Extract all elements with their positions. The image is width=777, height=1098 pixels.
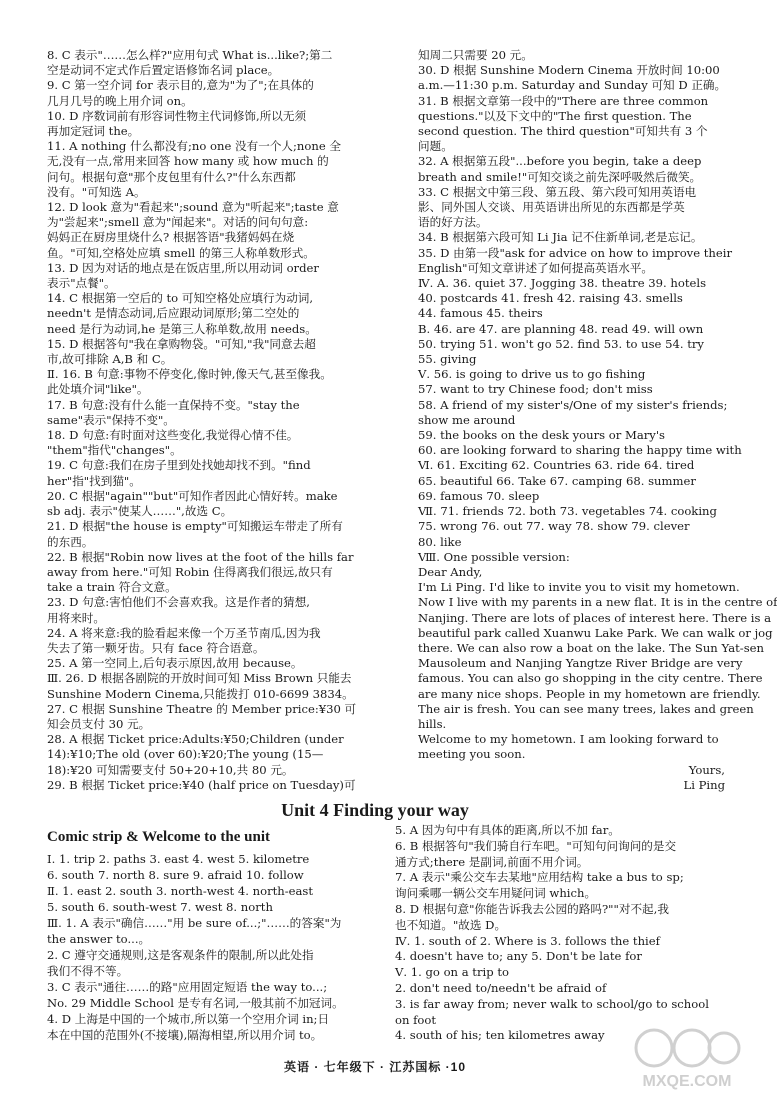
answer-line: 6. south 7. north 8. sure 9. afraid 10. follow — [47, 868, 304, 882]
answer-line: 2. don't need to/needn't be afraid of — [395, 980, 607, 995]
answer-line: the answer to...。 — [47, 932, 151, 946]
answer-line: 14):¥10;The old (over 60):¥20;The young (15— — [47, 747, 324, 762]
answer-line: her"指"找到猫"。 — [47, 473, 141, 488]
answer-line: 用将来时。 — [47, 610, 105, 625]
answer-line: 7. A 表示"乘公交车去某地"应用结构 take a bus to sp; — [395, 870, 684, 885]
answer-line: take a train 符合文意。 — [47, 580, 177, 595]
answer-line: 57. want to try Chinese food; don't miss — [418, 382, 653, 397]
answer-line: a.m.—11:30 p.m. Saturday and Sunday 可知 D 正确。 — [418, 78, 727, 93]
answer-line: 9. C 第一空介词 for 表示目的,意为"为了";在具体的 — [47, 78, 314, 93]
answer-line: 10. D 序数词前有形容词性物主代词修饰,所以无须 — [47, 108, 307, 123]
answer-line: 24. A 将来意:我的脸看起来像一个万圣节南瓜,因为我 — [47, 625, 321, 640]
answer-line: Dear Andy, — [418, 564, 483, 579]
answer-line: 11. A nothing 什么都没有;no one 没有一个人;none 全 — [47, 139, 341, 154]
answer-line: 21. D 根据"the house is empty"可知搬运车带走了所有 — [47, 519, 343, 534]
answer-line: 为"尝起来";smell 意为"闻起来"。对话的问句句意: — [47, 215, 309, 230]
answer-line: 14. C 根据第一空后的 to 可知空格处应填行为动词, — [47, 291, 314, 306]
answer-line: 此处填介词"like"。 — [47, 382, 149, 397]
answer-line: Ⅱ. 16. B 句意:事物不停变化,像时钟,像天气,甚至像我。 — [47, 367, 332, 382]
answer-line: 59. the books on the desk yours or Mary's — [418, 428, 665, 443]
answer-line: 影、同外国人交谈、用英语讲出所见的东西都是学英 — [418, 200, 685, 215]
answer-line: beautiful park called Xuanwu Lake Park. We can walk or jog — [418, 625, 773, 640]
answer-line: Sunshine Modern Cinema,只能拨打 010-6699 3834。 — [47, 686, 354, 701]
answer-line: sb adj. 表示"使某人……",故选 C。 — [47, 504, 233, 519]
answer-line: 15. D 根据答句"我在拿购物袋。"可知,"我"同意去超 — [47, 336, 316, 351]
answer-line: 17. B 句意:没有什么能一直保持不变。"stay the — [47, 397, 300, 412]
answer-line: 28. A 根据 Ticket price:Adults:¥50;Children (under — [47, 732, 344, 747]
answer-line: 80. like — [418, 534, 462, 549]
left-column — [47, 48, 382, 793]
answer-line: 妈妈正在厨房里烧什么? 根据答语"我猪妈妈在烧 — [47, 230, 295, 245]
answer-line: Ⅳ. A. 36. quiet 37. Jogging 38. theatre 39. hotels — [418, 276, 707, 291]
answer-line: 20. C 根据"again""but"可知作者因此心情好转。make — [47, 488, 338, 503]
answer-line: 58. A friend of my sister's/One of my sister's friends; — [418, 397, 728, 412]
answer-line: 60. are looking forward to sharing the happy time with — [418, 443, 742, 458]
answer-line: 鱼。"可知,空格处应填 smell 的第三人称单数形式。 — [47, 245, 315, 260]
answer-line: Ⅱ. 1. east 2. south 3. north-west 4. north-east — [47, 884, 314, 898]
answer-line: Ⅴ. 56. is going to drive us to go fishing — [418, 367, 646, 382]
answer-line: 27. C 根据 Sunshine Theatre 的 Member price:¥30 可 — [47, 701, 357, 716]
watermark-logo — [632, 1022, 742, 1092]
answer-line: 65. beautiful 66. Take 67. camping 68. summer — [418, 473, 696, 488]
answer-line: Yours, — [688, 762, 725, 777]
answer-line: 问句。根据句意"那个皮包里有什么?"什么东西都 — [47, 169, 296, 184]
answer-line: 2. C 遵守交通规则,这是客观条件的限制,所以此处指 — [47, 948, 314, 962]
answer-line: Mausoleum and Nanjing Yangtze River Bridge are very — [418, 656, 743, 671]
answer-line: 31. B 根据文章第一段中的"There are three common — [418, 93, 709, 108]
section-title: Comic strip & Welcome to the unit — [47, 829, 271, 845]
answer-line: 问题。 — [418, 139, 453, 154]
answer-line: 我们不得不等。 — [47, 964, 129, 978]
answer-line: Now I live with my parents in a new flat. It is in the centre of — [418, 595, 777, 610]
answer-line: B. 46. are 47. are planning 48. read 49. will own — [418, 321, 704, 336]
answer-line: 33. C 根据文中第三段、第五段、第六段可知用英语电 — [418, 184, 697, 199]
answer-line: 知周二只需要 20 元。 — [418, 48, 533, 62]
answer-line: second question. The third question"可知共有 3 个 — [418, 124, 708, 139]
answer-line: 失去了第一颗牙齿。只有 face 符合语意。 — [47, 640, 265, 655]
answer-line: 也不知道。"故选 D。 — [395, 917, 507, 932]
answer-line: 13. D 因为对话的地点是在饭店里,所以用动词 order — [47, 260, 319, 275]
answer-line: 询问乘哪一辆公交车用疑问词 which。 — [395, 886, 597, 901]
answer-line: 55. giving — [418, 352, 477, 367]
answer-line: 没有。"可知选 A。 — [47, 184, 146, 199]
section-comic-strip — [47, 829, 382, 850]
answer-line: 市,故可排除 A,B 和 C。 — [47, 352, 173, 367]
answer-line: I'm Li Ping. I'd like to invite you to visit my hometown. — [418, 580, 740, 595]
answer-line: on foot — [395, 1012, 437, 1027]
answer-line: 23. D 句意:害怕他们不会喜欢我。这是作者的猜想, — [47, 595, 310, 610]
answer-line: 12. D look 意为"看起来";sound 意为"听起来";taste 意 — [47, 200, 339, 215]
answer-line: 30. D 根据 Sunshine Modern Cinema 开放时间 10:00 — [418, 63, 720, 78]
answer-line: needn't 是情态动词,后应跟动词原形;第二空处的 — [47, 306, 300, 321]
right-column — [418, 48, 777, 793]
answer-line: 语的好方法。 — [418, 215, 488, 230]
answer-line: 的东西。 — [47, 534, 94, 549]
answer-line: Ⅳ. 1. south of 2. Where is 3. follows the thief — [395, 933, 660, 948]
unit-title: Unit 4 Finding your way — [281, 800, 469, 820]
answer-line: "them"指代"changes"。 — [47, 443, 182, 458]
answer-line: Welcome to my hometown. I am looking forward to — [418, 732, 719, 747]
answer-line: English"可知文章讲述了如何提高英语水平。 — [418, 260, 654, 275]
answer-line: The air is fresh. You can see many trees, lakes and green — [418, 701, 754, 716]
answer-line: hills. — [418, 716, 447, 731]
answer-line: 表示"点餐"。 — [47, 276, 116, 291]
answer-line: 3. is far away from; never walk to school/go to school — [395, 996, 709, 1011]
bottom-right-column — [395, 823, 725, 1044]
answer-line: 22. B 根据"Robin now lives at the foot of the hills far — [47, 549, 354, 564]
answer-line: 几月几号的晚上用介词 on。 — [47, 93, 193, 108]
answer-line: 29. B 根据 Ticket price:¥40 (half price on Tuesday)可 — [47, 777, 356, 792]
answer-line: 32. A 根据第五段"...before you begin, take a deep — [418, 154, 702, 169]
answer-line: 3. C 表示"通往……的路"应用固定短语 the way to...; — [47, 980, 328, 994]
answer-line: 50. trying 51. won't go 52. find 53. to use 54. try — [418, 336, 704, 351]
answer-line: 35. D 由第一段"ask for advice on how to improve their — [418, 245, 733, 260]
answer-line: 通方式;there 是副词,前面不用介词。 — [395, 854, 589, 869]
answer-line: 25. A 第一空同上,后句表示原因,故用 because。 — [47, 656, 303, 671]
answer-line: 19. C 句意:我们在房子里到处找她却找不到。"find — [47, 458, 311, 473]
answer-line: away from here."可知 Robin 住得离我们很远,故只有 — [47, 564, 333, 579]
answer-line: 75. wrong 76. out 77. way 78. show 79. clever — [418, 519, 690, 534]
answer-line: Li Ping — [683, 777, 725, 792]
answer-line: 本在中国的范围外(不接壤),隔海相望,所以用介词 to。 — [47, 1028, 323, 1042]
answer-line: Ⅲ. 1. A 表示"确信……"用 be sure of...;"……的答案"为 — [47, 916, 342, 930]
answer-line: famous. You can also go shopping in the city centre. There — [418, 671, 763, 686]
answer-line: 5. south 6. south-west 7. west 8. north — [47, 900, 273, 914]
answer-line: Nanjing. There are lots of places of interest here. There is a — [418, 610, 772, 625]
answer-line: 空是动词不定式作后置定语修饰名词 place。 — [47, 63, 280, 78]
answer-line: Ⅵ. 61. Exciting 62. Countries 63. ride 64. tired — [418, 458, 695, 473]
watermark-text: MXQE.COM — [642, 1073, 732, 1090]
answer-line: 4. D 上海是中国的一个城市,所以第一个空用介词 in;日 — [47, 1012, 330, 1026]
answer-line: No. 29 Middle School 是专有名词,一般其前不加冠词。 — [47, 996, 344, 1010]
answer-line: 18. D 句意:有时面对这些变化,我觉得心情不佳。 — [47, 428, 299, 443]
bottom-left-column — [47, 851, 382, 1043]
answer-line: 无,没有一点,常用来回答 how many 或 how much 的 — [47, 154, 329, 169]
answer-line: Ⅴ. 1. go on a trip to — [395, 965, 509, 980]
answer-line: 再加定冠词 the。 — [47, 124, 140, 139]
answer-line: 4. doesn't have to; any 5. Don't be late for — [395, 949, 642, 964]
answer-line: show me around — [418, 412, 516, 427]
answer-line: 知会员支付 30 元。 — [47, 716, 151, 731]
answer-line: 44. famous 45. theirs — [418, 306, 543, 321]
answer-line: Ⅷ. One possible version: — [418, 549, 570, 564]
answer-line: 5. A 因为句中有具体的距离,所以不加 far。 — [395, 823, 620, 837]
answer-line: breath and smile!"可知交谈之前先深呼吸然后微笑。 — [418, 169, 702, 184]
answer-line: 8. C 表示"……怎么样?"应用句式 What is...like?;第二 — [47, 48, 333, 62]
answer-line: Ⅲ. 26. D 根据各剧院的开放时间可知 Miss Brown 只能去 — [47, 671, 352, 686]
answer-line: need 是行为动词,he 是第三人称单数,故用 needs。 — [47, 321, 317, 336]
answer-line: 69. famous 70. sleep — [418, 488, 540, 503]
answer-line: 4. south of his; ten kilometres away — [395, 1028, 605, 1043]
answer-line: meeting you soon. — [418, 747, 526, 762]
answer-line: 6. B 根据答句"我们骑自行车吧。"可知句问询问的是交 — [395, 838, 677, 853]
answer-line: questions."以及下文中的"The first question. The — [418, 108, 692, 123]
answer-line: 18):¥20 可知需要支付 50+20+10,共 80 元。 — [47, 762, 294, 777]
answer-line: 8. D 根据句意"你能告诉我去公园的路吗?""对不起,我 — [395, 901, 669, 916]
page-footer: 英语 · 七年级下 · 江苏国标 ·10 — [283, 1060, 466, 1074]
answer-line: Ⅰ. 1. trip 2. paths 3. east 4. west 5. kilometre — [47, 852, 310, 866]
answer-line: same"表示"保持不变"。 — [47, 412, 175, 427]
answer-line: 40. postcards 41. fresh 42. raising 43. smells — [418, 291, 683, 306]
answer-line: Ⅶ. 71. friends 72. both 73. vegetables 74. cooking — [418, 504, 717, 519]
answer-line: there. We can also row a boat on the lake. The Sun Yat-sen — [418, 640, 764, 655]
answer-line: 34. B 根据第六段可知 Li Jia 记不住新单词,老是忘记。 — [418, 230, 703, 245]
answer-line: are many nice shops. People in my hometown are friendly. — [418, 686, 761, 701]
